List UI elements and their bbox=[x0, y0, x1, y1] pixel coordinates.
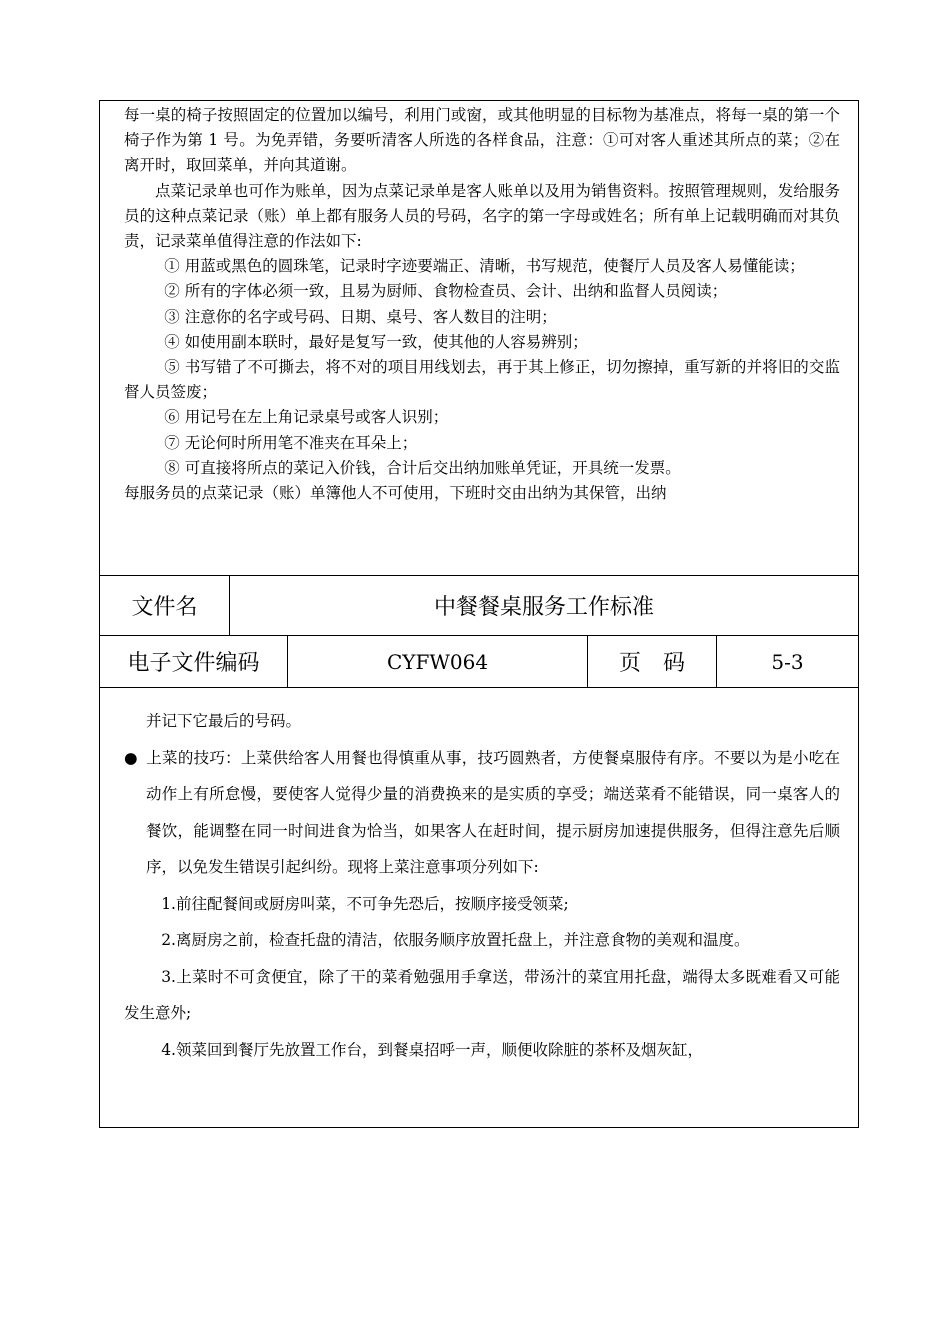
list-item-serving-3: 3.上菜时不可贪便宜，除了干的菜肴勉强用手拿送，带汤汁的菜宜用托盘，端得太多既难看又可能发生意外; bbox=[124, 967, 840, 1022]
paragraph-continuation: 并记下它最后的号码。 bbox=[146, 712, 302, 730]
file-name-value: 中餐餐桌服务工作标准 bbox=[433, 595, 654, 620]
list-item-rule-4: ④ 如使用副本联时，最好是复写一致，使其他的人容易辨别； bbox=[164, 332, 588, 351]
bullet-icon: ● bbox=[124, 748, 138, 767]
list-item-rule-8: ⑧ 可直接将所点的菜记入价钱，合计后交出纳加账单凭证，开具统一发票。 bbox=[164, 458, 681, 477]
bottom-text-body bbox=[124, 703, 840, 1068]
paragraph-record-book: 每服务员的点菜记录（账）单簿他人不可使用，下班时交由出纳为其保管，出纳 bbox=[124, 484, 667, 503]
page-label: 页 码 bbox=[588, 636, 717, 687]
top-text-body bbox=[124, 103, 840, 506]
file-name-label: 文件名 bbox=[100, 576, 230, 635]
code-label: 电子文件编码 bbox=[100, 636, 288, 687]
paragraph-serving-skills bbox=[124, 740, 840, 886]
document-frame bbox=[99, 100, 859, 1128]
paragraph-numbering-seats: 每一桌的椅子按照固定的位置加以编号，利用门或窗，或其他明显的目标物为基准点，将每一桌的第一个椅子作为第 1 号。为免弄错，务要听清客人所选的各样食品，注意：①可对客人重述其所点的菜；②在离开时，取回菜单，并向其道谢。 bbox=[124, 106, 840, 175]
serving-skills-text: 上菜的技巧：上菜供给客人用餐也得慎重从事，技巧圆熟者，方使餐桌服侍有序。不要以为是小吃在动作上有所怠慢，要使客人觉得少量的消费换来的是实质的享受；端送菜肴不能错误，同一桌客人的餐饮，能调整在同一时间进食为恰当，如果客人在赶时间，提示厨房加速提供服务，但得注意先后顺序，以免发生错误引起纠纷。现将上菜注意事项分列如下: bbox=[146, 748, 840, 876]
list-item-rule-1: ① 用蓝或黑色的圆珠笔，记录时字迹要端正、清晰，书写规范，使餐厅人员及客人易懂能读； bbox=[164, 257, 805, 276]
page-value: 5-3 bbox=[771, 649, 804, 674]
code-value: CYFW064 bbox=[288, 636, 588, 687]
list-item-rule-2: ② 所有的字体必须一致，且易为厨师、食物检查员、会计、出纳和监督人员阅读； bbox=[164, 282, 728, 301]
list-item-rule-6: ⑥ 用记号在左上角记录桌号或客人识别； bbox=[164, 408, 449, 427]
top-text-section bbox=[100, 101, 858, 576]
paragraph-order-record: 点菜记录单也可作为账单，因为点菜记录单是客人账单以及用为销售资料。按照管理规则，发给服务员的这种点菜记录（账）单上都有服务人员的号码，名字的第一字母或姓名；所有单上记载明确而对其负责，记录菜单值得注意的作法如下: bbox=[124, 181, 840, 251]
list-item-serving-4: 4.领菜回到餐厅先放置工作台，到餐桌招呼一声，顺便收除脏的茶杯及烟灰缸， bbox=[161, 1040, 703, 1059]
list-item-rule-3: ③ 注意你的名字或号码、日期、桌号、客人数目的注明； bbox=[164, 307, 557, 326]
list-item-rule-7: ⑦ 无论何时所用笔不准夹在耳朵上； bbox=[164, 433, 418, 452]
list-item-serving-1: 1.前往配餐间或厨房叫菜，不可争先恐后，按顺序接受领菜; bbox=[161, 894, 569, 913]
list-item-serving-2: 2.离厨房之前，检查托盘的清洁，依服务顺序放置托盘上，并注意食物的美观和温度。 bbox=[161, 931, 750, 949]
list-item-rule-5: ⑤ 书写错了不可撕去，将不对的项目用线划去，再于其上修正，切勿擦掉，重写新的并将旧的交监督人员签废； bbox=[124, 358, 840, 402]
header-row-code bbox=[100, 636, 858, 688]
header-row-file-name bbox=[100, 576, 858, 636]
